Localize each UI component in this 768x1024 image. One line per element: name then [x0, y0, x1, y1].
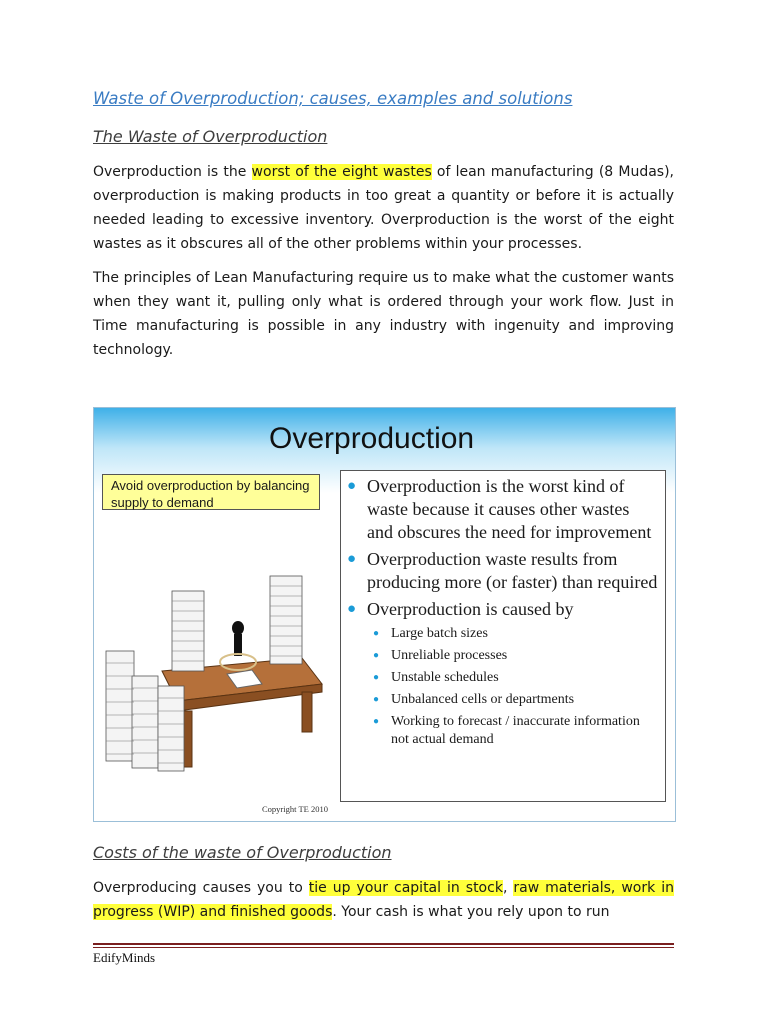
- costs-section: [93, 842, 674, 934]
- slide-bullet: ● Overproduction is the worst kind of waste because it causes other wastes and obscures the need for improvement: [347, 476, 652, 542]
- bullet-dot-icon: ●: [347, 478, 357, 494]
- bullet-dot-icon: ●: [373, 694, 380, 705]
- document-title: Waste of Overproduction; causes, examples and solutions: [93, 89, 573, 108]
- bullet-dot-icon: ●: [373, 628, 380, 639]
- p3-highlight-1: tie up your capital in stock: [308, 880, 503, 896]
- slide-bullet: ● Overproduction is caused by: [347, 599, 574, 619]
- slide-sub-bullet: ● Unbalanced cells or departments: [373, 692, 575, 707]
- slide-sub-bullet: ● Working to forecast / inaccurate information not actual demand: [373, 714, 640, 747]
- section-heading-costs: Costs of the waste of Overproduction: [93, 843, 392, 862]
- slide-sub-bullet: ● Unreliable processes: [373, 648, 508, 663]
- slide-bullet-box: [340, 470, 666, 802]
- bullet-dot-icon: ●: [373, 672, 380, 683]
- bullet-dot-icon: ●: [373, 716, 380, 727]
- footer-brand: EdifyMinds: [93, 950, 156, 965]
- slide-sub-bullet: ● Large batch sizes: [373, 626, 488, 641]
- desk-paper-stacks-illustration: [102, 566, 328, 776]
- slide-sub-bullet: ● Unstable schedules: [373, 670, 499, 685]
- footer-rule: [93, 943, 674, 945]
- slide-copyright: Copyright TE 2010: [262, 804, 328, 814]
- p1-highlight: worst of the eight wastes: [251, 164, 432, 180]
- bullet-dot-icon: ●: [373, 650, 380, 661]
- paragraph-2: The principles of Lean Manufacturing require us to make what the customer wants when they want it, pulling only what is ordered through your work flow. Just in Time manufacturing is possible in any industry with ingenuity and improving technology.: [93, 270, 674, 358]
- slide-callout: Avoid overproduction by balancing supply to demand: [102, 474, 320, 510]
- p3-highlight-2: raw materials, work in progress (WIP) and finished goods: [93, 880, 674, 920]
- section-heading-waste: The Waste of Overproduction: [93, 127, 328, 146]
- bullet-dot-icon: ●: [347, 551, 357, 567]
- slide-title: Overproduction: [269, 422, 475, 455]
- p1-text-start: Overproduction is the: [93, 164, 252, 180]
- slide-bullet: ● Overproduction waste results from producing more (or faster) than required: [347, 549, 658, 592]
- bullet-dot-icon: ●: [347, 601, 357, 617]
- paragraph-3: Overproducing causes you to tie up your capital in stock, raw materials, work in progress (WIP) and finished goods. Your cash is what you rely upon to run: [93, 880, 674, 920]
- paragraph-1: [93, 160, 674, 256]
- page-body: [93, 88, 674, 372]
- p1-text-end: of lean manufacturing (8 Mudas), overproduction is making products in too great a quantity or before it is actually needed leading to excessive inventory. Overproduction is the worst of the eight wastes as it obscures all of the other problems within your processes.: [93, 164, 675, 252]
- footer-rule-thin: [93, 947, 674, 948]
- overproduction-slide: [93, 407, 676, 822]
